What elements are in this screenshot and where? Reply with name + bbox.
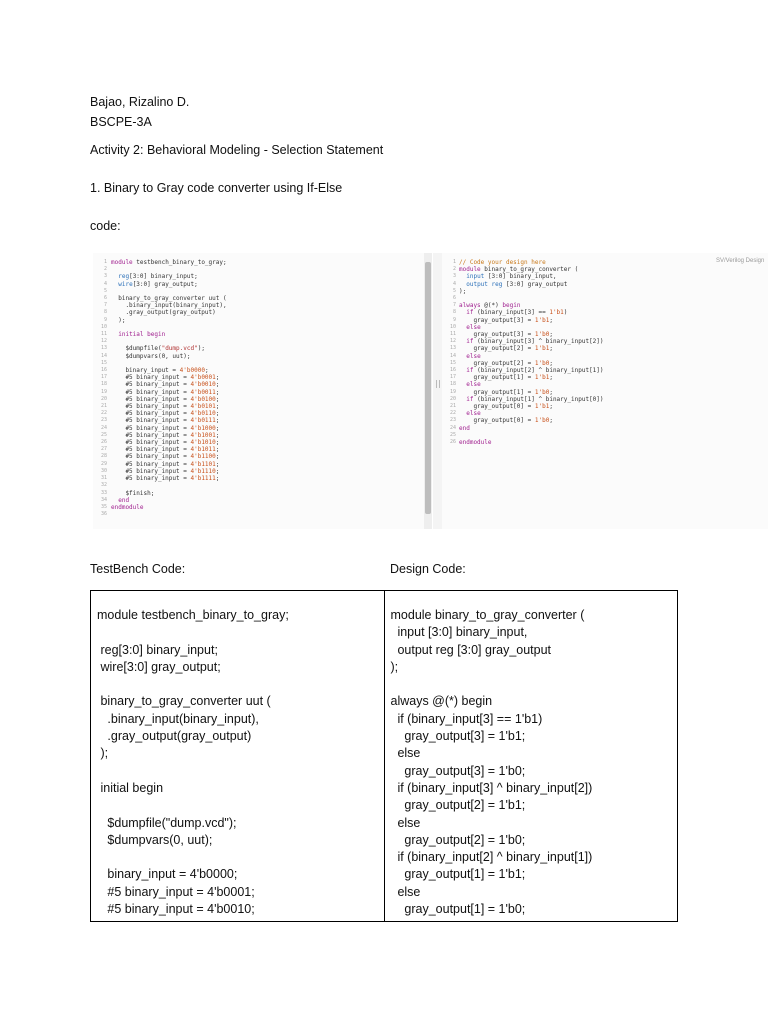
design-editor-code: // Code your design here module binary_to_gray_converter ( input [3:0] binary_input, output reg [3:0] gray_output ); always @(*) begin if (binary_input[3] == 1'b1) gray_output[3] = 1'b1; else gray_output[3] = 1'b0; if (binary_input[3] ^ binary_input[2]) gray_output[2] = 1'b1; else gray_output[2] = 1'b0; if (binary_input[2] ^ binary_input[1]) gray_output[1] = 1'b1; else gray_output[1] = 1'b0; if (binary_input[1] ^ binary_input[0]) gray_output[0] = 1'b1; else gray_output[0] = 1'b0; end endmodule bbox=[459, 259, 604, 447]
panel-splitter[interactable] bbox=[433, 253, 442, 529]
student-section: BSCPE-3A bbox=[90, 115, 152, 129]
code-table bbox=[90, 590, 678, 922]
testbench-code-cell: module testbench_binary_to_gray; reg[3:0] binary_input; wire[3:0] gray_output; binary_to_gray_converter uut ( .binary_input(binary_input), .gray_output(gray_output) ); initial begin $dumpfile("dump.vcd"); $dumpvars(0, uut); binary_input = 4'b0000; #5 binary_input = 4'b0001; #5 binary_input = 4'b0010; bbox=[91, 591, 385, 922]
editor-scrollbar-thumb[interactable] bbox=[425, 262, 431, 514]
design-editor-screenshot bbox=[442, 253, 768, 529]
testbench-editor-code: module testbench_binary_to_gray; reg[3:0] binary_input; wire[3:0] gray_output; binary_to_gray_converter uut ( .binary_input(binary_input), .gray_output(gray_output) ); initial begin $dumpfile("dump.vcd"); $dumpvars(0, uut); binary_input = 4'b0000; #5 binary_input = 4'b0001; #5 binary_input = 4'b0010; #5 binary_input = 4'b0011; #5 binary_input = 4'b0100; #5 binary_input = 4'b0101; #5 binary_input = 4'b0110; #5 binary_input = 4'b0111; #5 binary_input = 4'b1000; #5 binary_input = 4'b1001; #5 binary_input = 4'b1010; #5 binary_input = 4'b1011; #5 binary_input = 4'b1100; #5 binary_input = 4'b1101; #5 binary_input = 4'b1110; #5 binary_input = 4'b1111; $finish; end endmodule bbox=[111, 259, 227, 511]
design-code-cell: module binary_to_gray_converter ( input [3:0] binary_input, output reg [3:0] gray_output ); always @(*) begin if (binary_input[3] == 1'b1) gray_output[3] = 1'b1; else gray_output[3] = 1'b0; if (binary_input[3] ^ binary_input[2]) gray_output[2] = 1'b1; else gray_output[2] = 1'b0; if (binary_input[2] ^ binary_input[1]) gray_output[1] = 1'b1; else gray_output[1] = 1'b0; bbox=[384, 591, 678, 922]
design-panel-label: SV/Verilog Design bbox=[716, 258, 765, 264]
activity-title: Activity 2: Behavioral Modeling - Selection Statement bbox=[90, 143, 384, 157]
testbench-editor-screenshot bbox=[93, 253, 424, 529]
design-caption: Design Code: bbox=[390, 562, 466, 576]
line-numbers: 1 2 3 4 5 6 7 8 9 10 11 12 13 14 15 16 17 18 19 20 21 22 23 24 25 26 27 28 29 30 31 32 33 34 35 36 bbox=[100, 259, 107, 518]
testbench-caption: TestBench Code: bbox=[90, 562, 186, 576]
splitter-grip-icon bbox=[436, 380, 440, 388]
table-row bbox=[91, 591, 678, 922]
code-label: code: bbox=[90, 219, 121, 233]
line-numbers: 1 2 3 4 5 6 7 8 9 10 11 12 13 14 15 16 17 18 19 20 21 22 23 24 25 26 bbox=[449, 259, 456, 446]
student-name: Bajao, Rizalino D. bbox=[90, 95, 190, 109]
task-title: 1. Binary to Gray code converter using If-Else bbox=[90, 181, 343, 195]
